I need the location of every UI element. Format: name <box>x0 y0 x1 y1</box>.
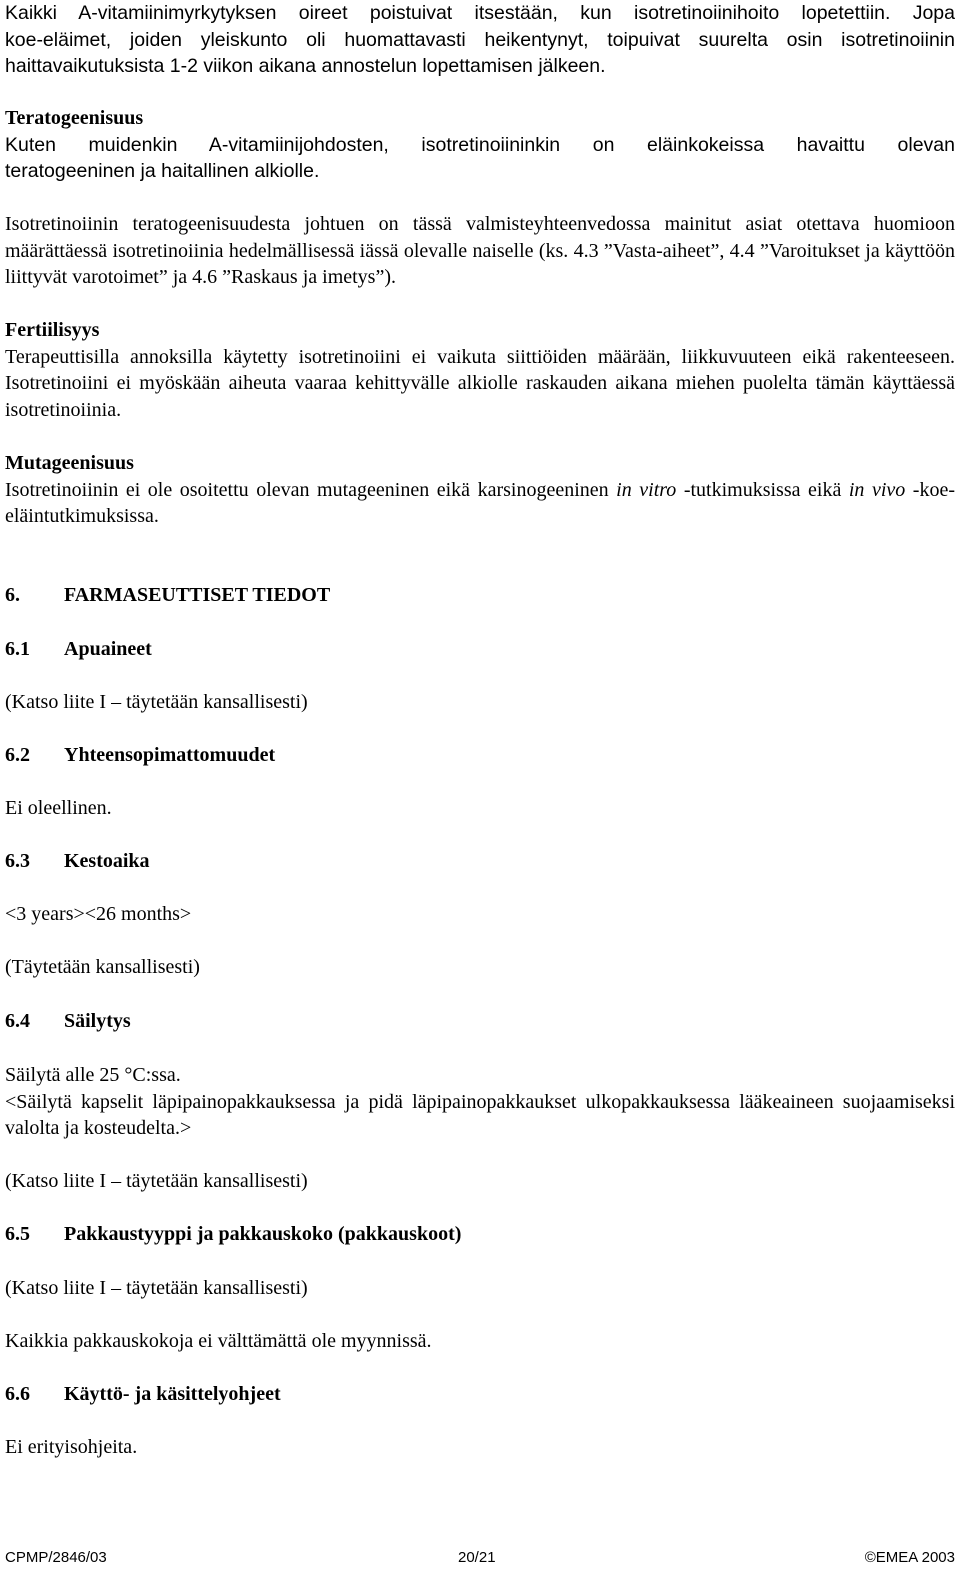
section-6-number: 6. <box>5 584 20 606</box>
section-6-6-heading <box>5 1381 281 1408</box>
footer-copyright: ©EMEA 2003 <box>864 1549 955 1566</box>
intro-line-3: haittavaikutuksista 1-2 viikon aikana annostelun lopettamisen jälkeen. <box>5 55 606 78</box>
section-6-4-number: 6.4 <box>5 1010 30 1032</box>
footer-document-id: CPMP/2846/03 <box>5 1549 107 1566</box>
fertiilisyys-heading: Fertiilisyys <box>5 319 100 341</box>
section-6-1-number: 6.1 <box>5 638 30 660</box>
mutageenisuus-in-vivo: in vivo <box>848 478 906 501</box>
intro-line-1: Kaikki A-vitamiinimyrkytyksen oireet poistuivat itsestään, kun isotretinoiinihoito lopetettiin. Jopa <box>5 2 955 24</box>
section-6-5-national-note: (Katso liite I – täytetään kansallisesti) <box>5 1277 308 1299</box>
mutageenisuus-text-middle: -tutkimuksissa eikä <box>676 478 849 501</box>
teratogeenisuus-note-text: Isotretinoiinin teratogeenisuudesta johtuen on tässä valmisteyhteenvedossa mainitut asiat otettava huomioon määrättäessä isotretinoiinia hedelmällisessä iässä olevalle naiselle (ks. 4.3 ”Vasta-aiheet”, 4.4 ”Varoitukset ja käyttöön liittyvät varotoimet” ja 4.6 ”Raskaus ja imetys”). <box>5 213 955 289</box>
section-6-3-title: Kestoaika <box>64 850 150 872</box>
section-6-title: FARMASEUTTISET TIEDOT <box>64 584 331 606</box>
fertiilisyys-text: Terapeuttisilla annoksilla käytetty isotretinoiini ei vaikuta siittiöiden määrään, liikkuvuuteen eikä rakenteeseen. Isotretinoiini ei myöskään aiheuta vaaraa kehittyvälle alkiolle raskauden aikana miehen puolelta tämän käyttäessä isotretinoiinia. <box>5 345 955 421</box>
mutageenisuus-text-after: -koe-eläintutkimuksissa. <box>5 478 956 528</box>
section-6-3-national-note: (Täytetään kansallisesti) <box>5 956 200 978</box>
section-6-2-heading <box>5 742 275 769</box>
section-6-5-availability: Kaikkia pakkauskokoja ei välttämättä ole myynnissä. <box>5 1330 432 1352</box>
mutageenisuus-text-before: Isotretinoiinin ei ole osoitettu olevan mutageeninen eikä karsinogeeninen <box>5 478 617 501</box>
section-6-6-text: Ei erityisohjeita. <box>5 1436 138 1458</box>
section-6-3-number: 6.3 <box>5 850 30 872</box>
section-6-4-storage-note: <Säilytä kapselit läpipainopakkauksessa ja pidä läpipainopakkaukset ulkopakkauksessa lääkeaineen suojaamiseksi valolta ja kosteudelta.> <box>5 1090 955 1140</box>
mutageenisuus-section <box>5 450 955 530</box>
section-6-3-heading <box>5 848 150 875</box>
footer-page-number: 20/21 <box>458 1549 496 1566</box>
section-6-4-heading <box>5 1008 131 1035</box>
teratogeenisuus-section <box>5 105 955 185</box>
section-6-3-shelf-life: <3 years><26 months> <box>5 903 192 925</box>
section-6-2-title: Yhteensopimattomuudet <box>64 744 276 766</box>
teratogeenisuus-note <box>5 211 955 291</box>
section-6-5-title: Pakkaustyyppi ja pakkauskoko (pakkauskoot) <box>64 1223 462 1245</box>
section-6-2-text: Ei oleellinen. <box>5 797 112 819</box>
teratogeenisuus-heading: Teratogeenisuus <box>5 107 144 129</box>
teratogeenisuus-line-1: Kuten muidenkin A-vitamiinijohdosten, isotretinoiininkin on eläinkokeissa havaittu olevan <box>5 133 955 156</box>
mutageenisuus-in-vitro: in vitro <box>616 478 677 501</box>
section-6-5-heading <box>5 1221 461 1248</box>
teratogeenisuus-line-2: teratogeeninen ja haitallinen alkiolle. <box>5 160 320 183</box>
fertiilisyys-section <box>5 317 955 423</box>
section-6-1-text: (Katso liite I – täytetään kansallisesti) <box>5 691 308 713</box>
section-6-1-title: Apuaineet <box>64 638 152 660</box>
section-6-6-title: Käyttö- ja käsittelyohjeet <box>64 1383 281 1405</box>
section-6-4-temperature: Säilytä alle 25 °C:ssa. <box>5 1064 181 1086</box>
section-6-1-heading <box>5 636 152 663</box>
section-6-5-number: 6.5 <box>5 1223 30 1245</box>
section-6-heading <box>5 582 330 609</box>
page-footer <box>5 1548 955 1568</box>
intro-paragraph <box>5 0 955 80</box>
section-6-2-number: 6.2 <box>5 744 30 766</box>
section-6-6-number: 6.6 <box>5 1383 30 1405</box>
intro-line-2: koe-eläimet, joiden yleiskunto oli huomattavasti heikentynyt, toipuivat suurelta osin isotretinoiinin <box>5 28 955 51</box>
mutageenisuus-heading: Mutageenisuus <box>5 452 134 474</box>
section-6-4-title: Säilytys <box>64 1010 131 1032</box>
section-6-4-storage <box>5 1062 955 1142</box>
section-6-4-national-note: (Katso liite I – täytetään kansallisesti) <box>5 1170 308 1192</box>
